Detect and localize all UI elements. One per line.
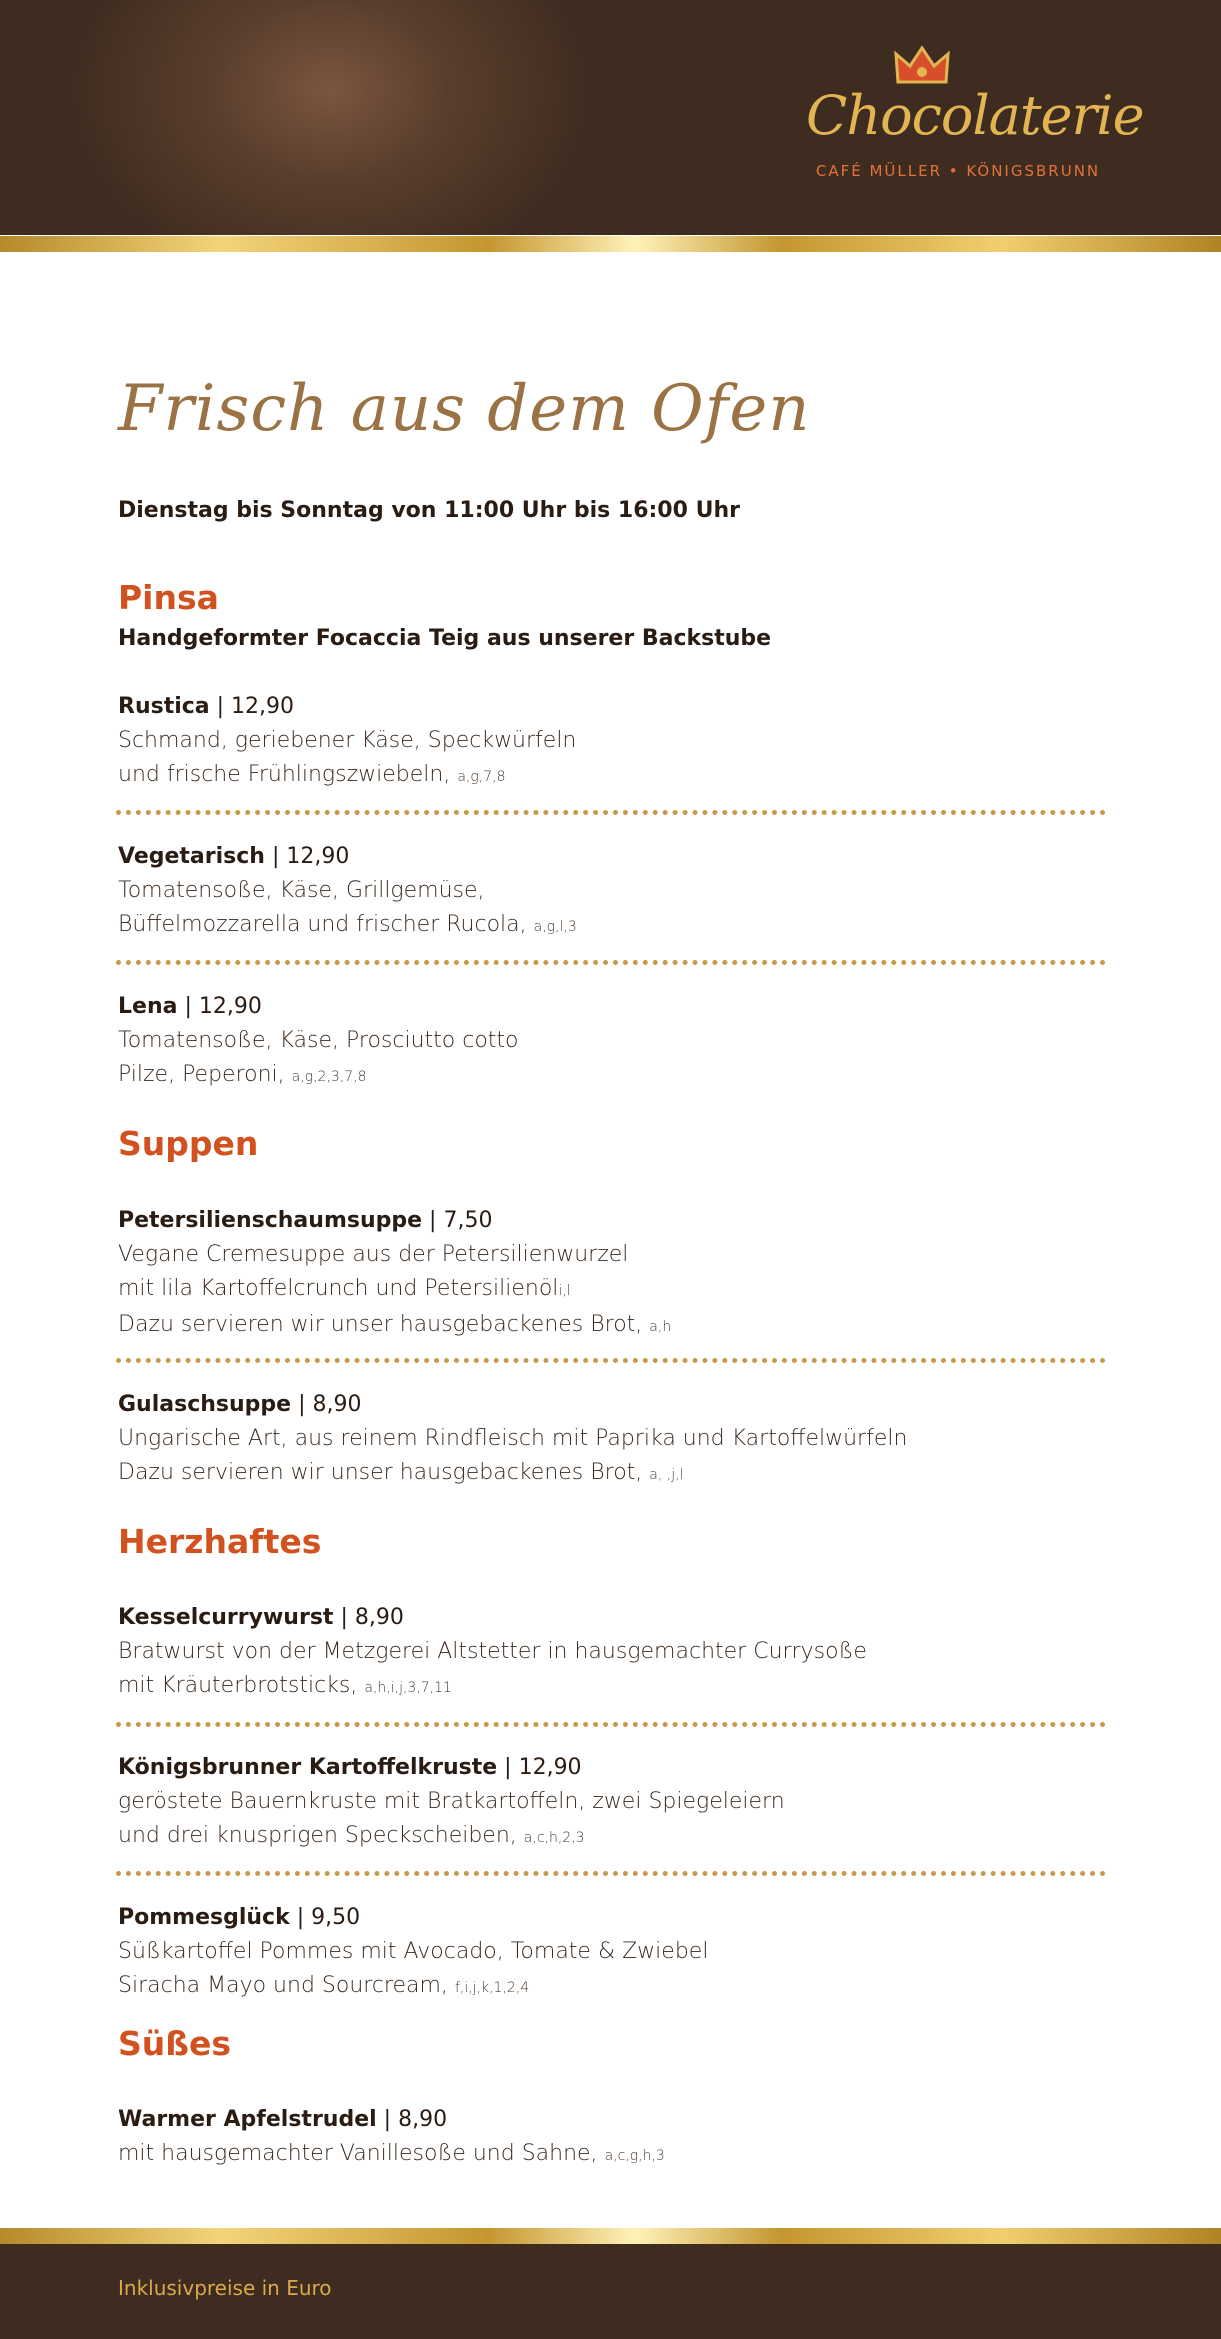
item-description: Ungarische Art, aus reinem Rindfleisch mit Paprika und Kartoffelwürfeln	[118, 1426, 908, 1451]
item-price: | 12,90	[504, 1755, 582, 1780]
section-subtitle-pinsa: Handgeformter Focaccia Teig aus unserer Backstube	[118, 626, 772, 651]
item-name: Pommesglück	[118, 1905, 290, 1930]
item-allergens: a, ,j,l	[649, 1467, 684, 1483]
gold-divider-top	[0, 236, 1221, 252]
item-allergens: a,c,g,h,3	[604, 2148, 665, 2164]
item-description: Büffelmozzarella und frischer Rucola,	[118, 912, 527, 937]
item-price: | 12,90	[271, 844, 350, 869]
dotted-divider	[116, 1871, 1106, 1876]
dotted-divider	[116, 960, 1106, 965]
section-title-herzhaftes: Herzhaftes	[118, 1522, 322, 1561]
menu-item	[118, 2103, 1108, 2173]
page-title: Frisch aus dem Ofen	[118, 372, 811, 446]
item-price: | 12,90	[216, 694, 295, 719]
item-description: und drei knusprigen Speckscheiben,	[118, 1823, 517, 1848]
menu-item	[118, 1751, 1108, 1855]
item-name: Gulaschsuppe	[118, 1392, 292, 1417]
item-description: Dazu servieren wir unser hausgebackenes Brot,	[118, 1460, 643, 1485]
item-name: Rustica	[118, 694, 210, 719]
footer-note: Inklusivpreise in Euro	[118, 2276, 332, 2300]
item-allergens: a,c,h,2,3	[523, 1830, 585, 1846]
item-description: geröstete Bauernkruste mit Bratkartoffeln, zwei Spiegeleiern	[118, 1789, 785, 1814]
item-allergens: a,g,7,8	[457, 769, 506, 785]
item-price: | 8,90	[298, 1392, 362, 1417]
item-name: Kesselcurrywurst	[118, 1605, 334, 1630]
menu-item	[118, 840, 1108, 944]
item-description: Dazu servieren wir unser hausgebackenes Brot,	[118, 1312, 643, 1337]
item-allergens: i,l	[558, 1283, 571, 1299]
section-title-suppen: Suppen	[118, 1124, 259, 1163]
menu-item	[118, 1204, 1108, 1344]
item-description: Vegane Cremesuppe aus der Petersilienwurzel	[118, 1242, 629, 1267]
item-price: | 7,50	[429, 1208, 493, 1233]
brand-name: Chocolaterie	[806, 84, 1144, 147]
section-title-suesses: Süßes	[118, 2024, 232, 2063]
item-price: | 8,90	[340, 1605, 404, 1630]
menu-item	[118, 1901, 1108, 2005]
item-price: | 12,90	[184, 994, 262, 1019]
item-description: mit lila Kartoffelcrunch und Petersilienöl	[118, 1276, 559, 1301]
opening-hours: Dienstag bis Sonntag von 11:00 Uhr bis 16:00 Uhr	[118, 498, 740, 523]
menu-item	[118, 1388, 1108, 1492]
item-description: Pilze, Peperoni,	[118, 1062, 285, 1087]
dotted-divider	[116, 1722, 1106, 1727]
item-allergens: a,g,l,3	[533, 919, 577, 935]
item-price: | 8,90	[383, 2107, 448, 2132]
item-allergens: a,h,i,j,3,7,11	[364, 1680, 452, 1696]
item-name: Vegetarisch	[118, 844, 265, 869]
item-description: Siracha Mayo und Sourcream,	[118, 1973, 448, 1998]
item-description: Bratwurst von der Metzgerei Altstetter in hausgemachter Currysoße	[118, 1639, 867, 1664]
item-price: | 9,50	[296, 1905, 361, 1930]
item-name: Warmer Apfelstrudel	[118, 2107, 377, 2132]
item-description: Schmand, geriebener Käse, Speckwürfeln	[118, 728, 577, 753]
section-title-pinsa: Pinsa	[118, 578, 219, 617]
item-description: mit hausgemachter Vanillesoße und Sahne,	[118, 2141, 598, 2166]
menu-item	[118, 1601, 1108, 1705]
item-name: Königsbrunner Kartoffelkruste	[118, 1755, 498, 1780]
item-description: Tomatensoße, Käse, Prosciutto cotto	[118, 1028, 519, 1053]
item-allergens: f,i,j,k,1,2,4	[454, 1980, 530, 1996]
item-description: Tomatensoße, Käse, Grillgemüse,	[118, 878, 485, 903]
item-name: Petersilienschaumsuppe	[118, 1208, 423, 1233]
item-allergens: a,g,2,3,7,8	[291, 1069, 367, 1085]
item-description: Süßkartoffel Pommes mit Avocado, Tomate & Zwiebel	[118, 1939, 709, 1964]
crown-icon	[892, 44, 952, 88]
item-allergens: a,h	[649, 1319, 672, 1335]
menu-item	[118, 690, 1108, 794]
brand-subtitle: CAFÉ MÜLLER • KÖNIGSBRUNN	[815, 162, 1101, 180]
dotted-divider	[116, 1358, 1106, 1363]
item-name: Lena	[118, 994, 178, 1019]
dotted-divider	[116, 810, 1106, 815]
gold-divider-bottom	[0, 2228, 1221, 2244]
item-description: mit Kräuterbrotsticks,	[118, 1673, 358, 1698]
item-description: und frische Frühlingszwiebeln,	[118, 762, 451, 787]
menu-item	[118, 990, 1108, 1094]
